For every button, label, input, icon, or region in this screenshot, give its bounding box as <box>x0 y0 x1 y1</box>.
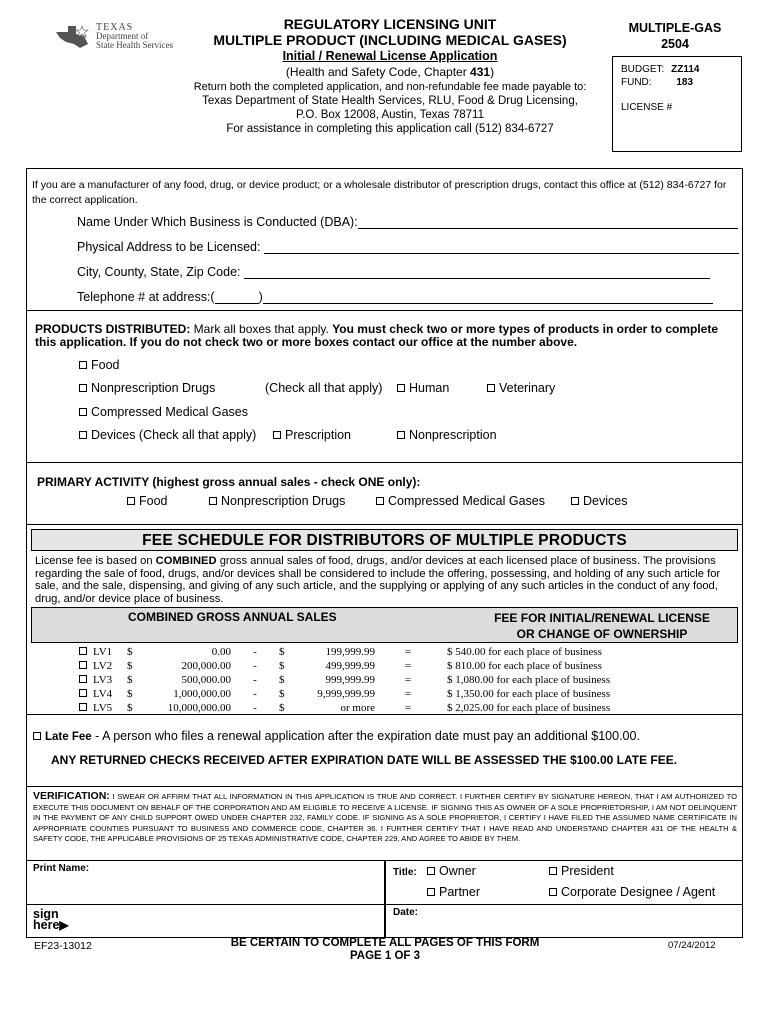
signature-section <box>27 905 742 937</box>
human-checkbox[interactable] <box>397 384 405 392</box>
products-heading <box>35 323 735 349</box>
header-instr1: Return both the completed application, and non-refundable fee made payable to: <box>193 81 587 93</box>
primary-devices-checkbox[interactable] <box>571 497 579 505</box>
header-title2: MULTIPLE PRODUCT (INCLUDING MEDICAL GASES) <box>213 32 567 48</box>
print-name-field[interactable] <box>27 861 382 903</box>
fee-cell-d1: $ <box>127 702 133 714</box>
fee-cell-fee: $ 1,080.00 for each place of business <box>447 674 611 686</box>
fee-desc-pre: License fee is based on <box>35 555 156 567</box>
late-fee-label: Late Fee <box>45 731 92 743</box>
dba-label: Name Under Which Business is Conducted (DBA): <box>77 215 358 229</box>
verification-body: I SWEAR OR AFFIRM THAT ALL INFORMATION IN THIS APPLICATION IS TRUE AND CORRECT. I FURTHER CERTIFY BY SIGNATURE HEREON, THAT I AM AUTHORIZED TO EXECUTE THIS DOCUMENT ON BEHALF OF THE CORPORATION AND AM ELIGIBLE TO RECEIVE A LICENSE. IF SIGNING THIS AS OWNER OF A SOLE PROPRIETORSHIP, I AM NOT DELINQUENT IN THE PAYMENT OF ANY CHILD SUPPORT OWED UNDER CHAPTER 232, FAMILY CODE. IF SIGNING AS A SOLE PROPRIETOR, I CERTIFY I HAVE FILED THE ASSUMED NAME CERTIFICATE IN APPROPRIATE COUNTIES PURSUANT TO BUSINESS AND COMMERCE CODE, CHAPTER 36. I FURTHER CERTIFY THAT I HAVE READ AND UNDERSTAND CHAPTER 431 OF THE HEALTH & SAFETY CODE, THE APPLICABLE PROVISIONS OF 25 TEXAS ADMINISTRATIVE CODE, CHAPTER 229, AND AGREE TO ABIDE BY THEM. <box>33 792 737 844</box>
logo-line2: Department of <box>96 31 149 41</box>
signer-section <box>27 861 742 905</box>
fee-level-checkbox[interactable] <box>79 659 93 673</box>
form-code-line2: 2504 <box>661 37 689 51</box>
fee-cell-from: 500,000.00 <box>181 674 231 686</box>
products-food[interactable] <box>79 358 120 372</box>
products-prescription[interactable] <box>273 428 351 442</box>
late-fee-text: - A person who files a renewal application after the expiration date must pay an additional $100.00. <box>91 729 640 743</box>
primary-nonrx[interactable] <box>209 494 345 508</box>
footer-page-number: PAGE 1 OF 3 <box>349 950 421 962</box>
fee-cell-d2: $ <box>279 688 285 700</box>
fee-cell-from: 1,000,000.00 <box>173 688 231 700</box>
primary-devices[interactable] <box>571 494 627 508</box>
print-name-label: Print Name: <box>33 863 90 874</box>
fee-cell-to: 999,999.99 <box>325 674 375 686</box>
products-nonrx[interactable] <box>79 381 215 395</box>
fee-cell-eq: = <box>404 674 412 686</box>
fee-cell-d1: $ <box>127 688 133 700</box>
fee-col2-line2: OR CHANGE OF OWNERSHIP <box>516 627 688 641</box>
fee-cell-d2: $ <box>279 702 285 714</box>
primary-food[interactable] <box>127 494 168 508</box>
header-subtitle <box>175 64 605 80</box>
fee-cell-to: 9,999,999.99 <box>317 688 375 700</box>
fee-level-checkbox[interactable] <box>79 673 93 687</box>
fee-cell-eq: = <box>404 646 412 658</box>
fee-cell-from: 10,000,000.00 <box>167 702 231 714</box>
fee-schedule-section <box>27 525 742 715</box>
subtitle-pre: (Health and Safety Code, Chapter <box>285 65 471 79</box>
fee-cell-dash: - <box>253 688 257 700</box>
address-label: Physical Address to be Licensed: <box>77 240 261 254</box>
title-partner[interactable] <box>427 885 480 899</box>
products-vet-label: Veterinary <box>499 381 556 395</box>
primary-gases-label: Compressed Medical Gases <box>388 494 546 508</box>
primary-title: PRIMARY ACTIVITY (highest gross annual sales - check ONE only): <box>37 475 421 489</box>
fee-cell-fee: $ 810.00 for each place of business <box>447 660 602 672</box>
fee-row <box>79 645 631 659</box>
products-title: PRODUCTS DISTRIBUTED: <box>35 322 191 336</box>
fee-level-checkbox[interactable] <box>79 645 93 659</box>
header-title3: Initial / Renewal License Application <box>282 49 498 63</box>
title-owner[interactable] <box>427 864 476 878</box>
address-row <box>77 240 739 254</box>
late-fee-section <box>27 715 742 787</box>
vet-checkbox[interactable] <box>487 384 495 392</box>
form-code <box>615 20 735 52</box>
fund-label: FUND: <box>621 77 652 88</box>
primary-activity-section <box>27 463 742 525</box>
fee-cell-eq: = <box>404 660 412 672</box>
late-fee-row <box>33 729 640 743</box>
fee-cell-lv: LV1 <box>93 646 113 658</box>
phone-row <box>77 290 713 304</box>
products-human-label: Human <box>409 381 450 395</box>
date-label: Date: <box>393 907 419 918</box>
form-code-line1: MULTIPLE-GAS <box>628 21 722 35</box>
check-all-note: (Check all that apply) <box>265 381 383 395</box>
subtitle-num: 431 <box>470 65 491 79</box>
fund-value: 183 <box>676 77 694 88</box>
fee-cell-dash: - <box>253 660 257 672</box>
fee-cell-dash: - <box>253 702 257 714</box>
city-row <box>77 265 710 279</box>
fee-description <box>35 555 739 605</box>
header-instr2: Texas Department of State Health Services, RLU, Food & Drug Licensing, <box>202 95 578 107</box>
address-field[interactable] <box>264 253 739 254</box>
fee-cell-d1: $ <box>127 646 133 658</box>
fee-row <box>79 701 631 715</box>
fee-cell-d2: $ <box>279 660 285 672</box>
fee-desc-post: gross annual sales of food, drugs, and/or devices at each licensed place of business. The provisions regarding the sale of food, drugs, and/or devices shall be considered to include the offering, possessing, and holding of any such article for sale, and the sale, dispensing, and giving of any such article, and the supplying or applying of any such articles in the conduct of any food, drug, and/or device place of business. <box>35 555 721 605</box>
city-label: City, County, State, Zip Code: <box>77 265 241 279</box>
title-president[interactable] <box>549 864 614 878</box>
footer-center-line1: BE CERTAIN TO COMPLETE ALL PAGES OF THIS FORM <box>230 937 540 949</box>
fee-cell-lv: LV5 <box>93 702 113 714</box>
partner-checkbox[interactable] <box>427 888 435 896</box>
fee-row <box>79 687 631 701</box>
fee-col1-header: COMBINED GROSS ANNUAL SALES <box>128 610 337 624</box>
fee-cell-fee: $ 1,350.00 for each place of business <box>447 688 611 700</box>
fee-cell-d2: $ <box>279 646 285 658</box>
returned-checks-warning: ANY RETURNED CHECKS RECEIVED AFTER EXPIRATION DATE WILL BE ASSESSED THE $100.00 LATE FEE. <box>51 753 678 767</box>
verification-text <box>33 791 737 845</box>
products-gases[interactable] <box>79 405 248 419</box>
prescription-checkbox[interactable] <box>273 431 281 439</box>
products-vet[interactable] <box>487 381 555 395</box>
president-checkbox[interactable] <box>549 867 557 875</box>
fee-cell-to: 199,999.99 <box>325 646 375 658</box>
primary-devices-label: Devices <box>583 494 628 508</box>
fee-cell-fee: $ 540.00 for each place of business <box>447 646 602 658</box>
application-form <box>26 168 743 938</box>
sign-here-marker <box>33 909 69 931</box>
fee-cell-d2: $ <box>279 674 285 686</box>
fee-level-checkbox[interactable] <box>79 701 93 715</box>
fee-desc-bold: COMBINED <box>155 555 217 567</box>
products-devices-label: Devices (Check all that apply) <box>91 428 257 442</box>
header-title1: REGULATORY LICENSING UNIT <box>283 16 497 32</box>
fee-level-checkbox-box[interactable] <box>79 661 87 669</box>
date-field[interactable] <box>427 905 737 937</box>
products-gases-label: Compressed Medical Gases <box>91 405 249 419</box>
sign-here-line1: sign <box>33 907 59 921</box>
products-human[interactable] <box>397 381 449 395</box>
fee-cell-from: 0.00 <box>211 646 231 658</box>
title-president-label: President <box>561 864 614 878</box>
fee-cell-lv: LV2 <box>93 660 113 672</box>
nonprescription-checkbox[interactable] <box>397 431 405 439</box>
products-requirement: You must check two or more types of products in order to complete this application. If you do not check two or more boxes contact our office at the number above. <box>35 322 719 349</box>
footer-center <box>200 937 570 963</box>
designee-checkbox[interactable] <box>549 888 557 896</box>
fee-level-checkbox-box[interactable] <box>79 689 87 697</box>
city-field[interactable] <box>244 278 710 279</box>
fee-row <box>79 673 631 687</box>
fee-col2-header <box>472 610 732 642</box>
fee-cell-fee: $ 2,025.00 for each place of business <box>447 702 611 714</box>
title-owner-label: Owner <box>439 864 476 878</box>
primary-gases[interactable] <box>376 494 545 508</box>
primary-nonrx-label: Nonprescription Drugs <box>221 494 346 508</box>
fee-cell-lv: LV3 <box>93 674 113 686</box>
fee-cell-dash: - <box>253 674 257 686</box>
primary-food-label: Food <box>139 494 168 508</box>
fee-schedule-title: FEE SCHEDULE FOR DISTRIBUTORS OF MULTIPLE PRODUCTS <box>31 529 738 551</box>
logo-line3: State Health Services <box>96 40 173 50</box>
title-partner-label: Partner <box>439 885 480 899</box>
products-food-label: Food <box>91 358 120 372</box>
fee-level-checkbox-box[interactable] <box>79 675 87 683</box>
fee-cell-d1: $ <box>127 660 133 672</box>
area-code-field[interactable] <box>215 303 259 304</box>
title-designee-label: Corporate Designee / Agent <box>561 885 716 899</box>
fee-cell-to: or more <box>340 702 375 714</box>
title-label: Title: <box>393 867 417 878</box>
fee-table-header <box>31 607 738 643</box>
dba-row <box>77 215 738 229</box>
subtitle-post: ) <box>490 65 495 79</box>
budget-box <box>612 56 742 152</box>
title-designee[interactable] <box>549 885 715 899</box>
late-fee-checkbox[interactable] <box>33 732 41 740</box>
budget-label: BUDGET: <box>621 64 665 75</box>
signature-field[interactable] <box>87 905 382 937</box>
primary-nonrx-checkbox[interactable] <box>209 497 217 505</box>
products-section <box>27 311 742 463</box>
nonrx-checkbox[interactable] <box>79 384 87 392</box>
fee-cell-from: 200,000.00 <box>181 660 231 672</box>
products-nonrx-label: Nonprescription Drugs <box>91 381 216 395</box>
license-label: LICENSE # <box>621 102 673 113</box>
fee-level-checkbox[interactable] <box>79 687 93 701</box>
gases-checkbox[interactable] <box>79 408 87 416</box>
footer-date: 07/24/2012 <box>668 940 716 951</box>
fee-cell-eq: = <box>404 702 412 714</box>
primary-food-checkbox[interactable] <box>127 497 135 505</box>
fee-cell-eq: = <box>404 688 412 700</box>
phone-close: ) <box>258 290 263 304</box>
fee-cell-dash: - <box>253 646 257 658</box>
fee-table <box>79 645 631 715</box>
budget-value: ZZ114 <box>671 64 700 75</box>
owner-checkbox[interactable] <box>427 867 435 875</box>
fee-level-checkbox-box[interactable] <box>79 703 87 711</box>
logo-text <box>96 23 173 50</box>
phone-field[interactable] <box>263 303 713 304</box>
verification-section <box>27 787 742 861</box>
dba-field[interactable] <box>358 228 738 229</box>
phone-label: Telephone # at address:( <box>77 290 215 304</box>
fee-cell-lv: LV4 <box>93 688 113 700</box>
fee-level-checkbox-box[interactable] <box>79 647 87 655</box>
devices-checkbox[interactable] <box>79 431 87 439</box>
fee-cell-d1: $ <box>127 674 133 686</box>
fee-cell-to: 499,999.99 <box>325 660 375 672</box>
products-prescription-label: Prescription <box>285 428 351 442</box>
logo-line1: TEXAS <box>96 22 134 33</box>
products-nonprescription-label: Nonprescription <box>409 428 497 442</box>
verification-label: VERIFICATION: <box>33 790 110 802</box>
arrow-right-icon: ▶ <box>59 918 69 932</box>
products-title-rest: Mark all boxes that apply. <box>190 322 333 336</box>
business-info-section <box>27 169 742 311</box>
header-instr3: P.O. Box 12008, Austin, Texas 78711 <box>296 109 484 121</box>
signature-divider <box>384 905 386 937</box>
food-checkbox[interactable] <box>79 361 87 369</box>
header-instr4: For assistance in completing this application call (512) 834-6727 <box>226 123 554 135</box>
footer-form-code: EF23-13012 <box>34 940 92 952</box>
signer-divider <box>384 861 386 905</box>
primary-gases-checkbox[interactable] <box>376 497 384 505</box>
form-header <box>175 16 605 136</box>
sign-here-line2: here <box>33 918 60 932</box>
fee-col2-line1: FEE FOR INITIAL/RENEWAL LICENSE <box>494 611 710 625</box>
products-devices[interactable] <box>79 428 256 442</box>
products-nonprescription[interactable] <box>397 428 497 442</box>
manufacturer-notice: If you are a manufacturer of any food, drug, or device product; or a wholesale distributor of prescription drugs, contact this office at (512) 834-6727 for the correct application. <box>32 179 727 206</box>
fee-row <box>79 659 631 673</box>
